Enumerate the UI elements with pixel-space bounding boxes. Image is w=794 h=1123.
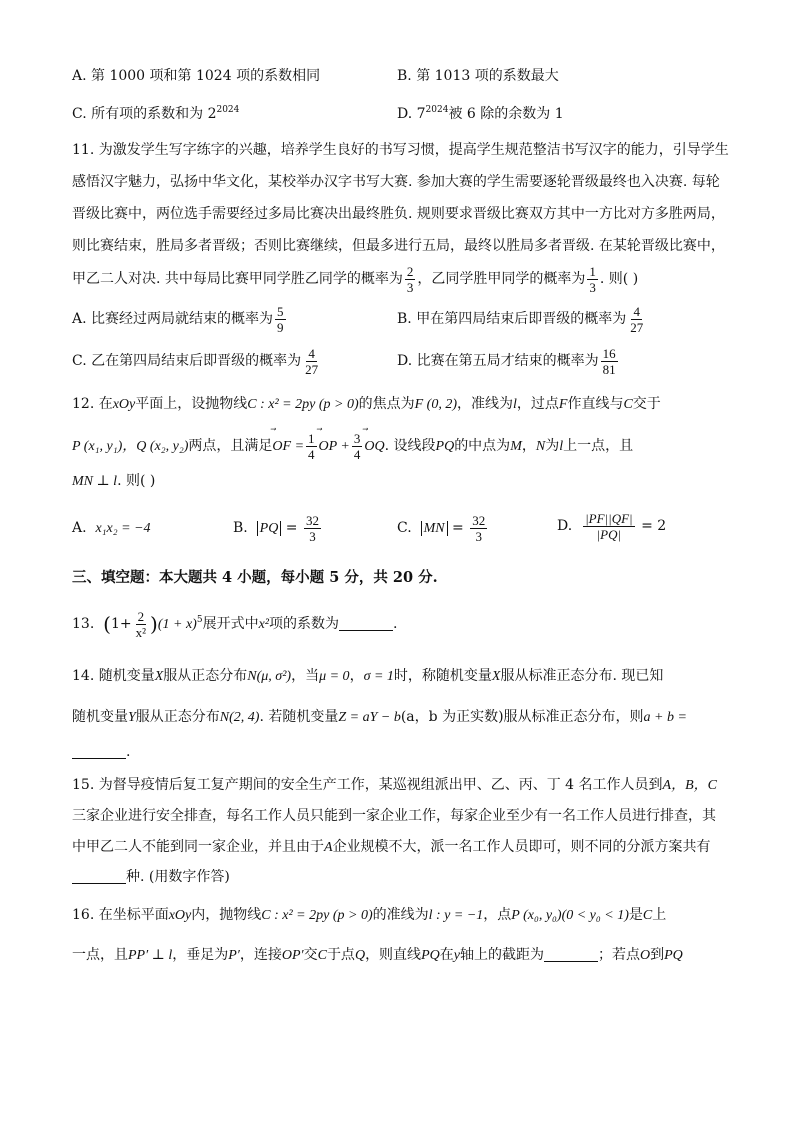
q11-line-3: 晋级比赛中，两位选手需要经过多局比赛决出最终胜负. 规则要求晋级比赛双方其中一方比对方多胜两局， (72, 206, 725, 222)
fraction-one-third: $\frac{1}{3}$ (589, 263, 596, 295)
q10-option-c: C. 所有项的系数和为 $2^{2024}$ (72, 105, 240, 122)
q15-line-2: 三家企业进行安全排查，每名工作人员只能到一家企业工作，每家企业至少有一名工作人员进行排查，其 (72, 808, 716, 824)
q10-option-a: A. 第 1000 项和第 1024 项的系数相同 (72, 68, 321, 84)
q11-option-c: C. 乙在第四局结束后即晋级的概率为 $\frac{4}{27}$ (72, 345, 319, 377)
q12-line-2: P (x₁, y₁)，Q (x₂, y₂)两点，且满足⃗ OF = $\frac{1}{4}$ ⃗ OP + $\frac{3}{4}$ ⃗ OQ. 设线段PQ的中点为M，N为l上一点，且 (72, 428, 633, 465)
q11-option-a: A. 比赛经过两局就结束的概率为 $\frac{5}{9}$ (72, 303, 284, 335)
q11-line-1: 11. 为激发学生写字练字的兴趣，培养学生良好的书写习惯，提高学生规范整洁书写汉字的能力，引导学生 (72, 142, 729, 158)
q16-line-2: 一点，且PP′ ⊥ l，垂足为P′，连接OP′交C于点Q，则直线PQ在y轴上的截距为 ；若点O到PQ (72, 947, 683, 963)
q13-line: 13. (1+ $\frac{2}{\text{x²}}$ )$(1 + x)^5$展开式中x²项的系数为 . (72, 608, 398, 640)
q11-option-d: D. 比赛在第五局才结束的概率为 $\frac{16}{81}$ (397, 345, 616, 377)
q14-line-3: . (72, 742, 130, 762)
q10-option-d: D. $7^{2024}$被 6 除的余数为 1 (397, 105, 564, 122)
q14-line-2: 随机变量Y服从正态分布N(2, 4). 若随机变量Z = aY − b(a，b 为正实数)服从标准正态分布，则a + b = (72, 709, 687, 725)
q11-option-b: B. 甲在第四局结束后即晋级的概率为 $\frac{4}{27}$ (397, 303, 644, 335)
answer-blank (72, 883, 126, 884)
answer-blank (339, 630, 393, 631)
fraction-two-thirds: $\frac{2}{3}$ (406, 263, 414, 295)
q16-line-1: 16. 在坐标平面xOy内，抛物线C : x² = 2py (p > 0)的准线为l : y = −1，点P (x₀, y₀)(0 < y₀ < 1)是C上 (72, 907, 667, 923)
q12-option-c: C. MN = $\frac{32}{3}$ (397, 512, 486, 544)
q15-line-1: 15. 为督导疫情后复工复产期间的安全生产工作，某巡视组派出甲、乙、丙、丁 4 名工作人员到A，B，C (72, 777, 717, 793)
q11-line-2: 感悟汉字魅力，弘扬中华文化，某校举办汉字书写大赛. 参加大赛的学生需要逐轮晋级最终也入决赛. 每轮 (72, 174, 720, 190)
q11-line-4: 则比赛结束，胜局多者晋级；否则比赛继续，但最多进行五局，最终以胜局多者晋级. 在某轮晋级比赛中， (72, 238, 725, 254)
q15-line-4: 种. (用数字作答) (72, 867, 230, 887)
q12-option-a: A. x₁x₂ = −4 (72, 520, 151, 536)
q14-line-1: 14. 随机变量X服从正态分布N(μ, σ²)，当μ = 0，σ = 1时，称随机变量X服从标准正态分布. 现已知 (72, 668, 664, 684)
answer-blank (544, 961, 598, 962)
answer-blank (72, 758, 126, 759)
q12-line-3: MN ⊥ l. 则( ) (72, 473, 156, 489)
section-heading: 三、填空题：本大题共 4 小题，每小题 5 分，共 20 分. (72, 569, 438, 586)
q12-option-b: B. PQ = $\frac{32}{3}$ (233, 512, 319, 544)
q15-line-3: 中甲乙二人不能到同一家企业，并且由于A企业规模不大，派一名工作人员即可，则不同的分派方案共有 (72, 839, 711, 855)
q10-option-b: B. 第 1013 项的系数最大 (397, 68, 559, 84)
q12-line-1: 12. 在xOy平面上，设抛物线C : x² = 2py (p > 0)的焦点为F (0, 2)，准线为l，过点F作直线与C交于 (72, 396, 661, 412)
q12-option-d: D. $\frac{|PF||QF|}{|PQ|}$ = 2 (557, 510, 667, 542)
q11-line-5: 甲乙二人对决. 共中每局比赛甲同学胜乙同学的概率为 $\frac{2}{3}$ ，乙同学胜甲同学的概率为 $\frac{1}{3}$ . 则( ) (72, 263, 639, 295)
